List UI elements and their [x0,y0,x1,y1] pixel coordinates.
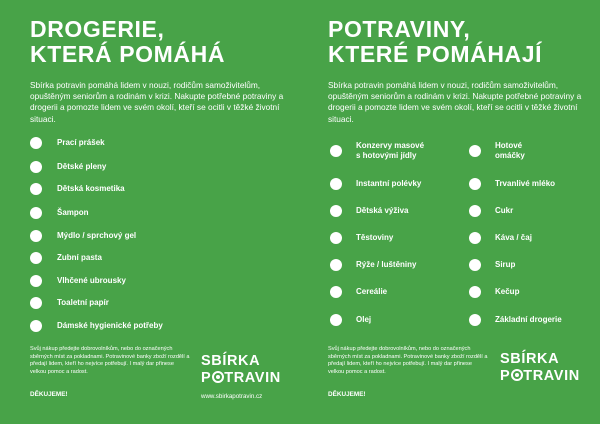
sbirka-potravin-logo [201,354,281,388]
title-line-1: POTRAVINY, [328,16,471,42]
intro-text: Sbírka potravin pomáhá lidem v nouzi, rodičům samoživitelům, opuštěným seniorům a rodinám v krizi. Nakupte potřebné potraviny a drogerii a pomozte lidem ve svém okolí, kteří se ocitli v těžké životní situaci. [328,80,582,124]
logo-letter-p: P [201,370,212,386]
bullet-circle-icon [330,178,342,190]
item-label: Instantní polévky [356,179,422,188]
checklist-item [330,141,424,161]
checklist-item [30,183,125,195]
logo-line-1: SBÍRKA [201,353,261,369]
bullet-circle-icon [330,232,342,244]
checklist-item [30,320,163,332]
website-link[interactable]: www.sbirkapotravin.cz [201,393,263,400]
bullet-circle-icon [469,205,481,217]
bullet-circle-icon [30,320,42,332]
item-label: Mýdlo / sprchový gel [57,231,137,240]
bullet-circle-icon [30,137,42,149]
checklist-item [30,297,109,309]
item-label: Dámské hygienické potřeby [57,321,163,330]
item-label: Dětská kosmetika [57,184,125,193]
checklist-item [469,141,525,161]
logo-letter-p: P [500,368,511,384]
bullet-circle-icon [469,314,481,326]
checklist-item [30,252,102,264]
potraviny-panel [300,0,600,424]
checklist-item [469,178,555,190]
checklist-item [469,232,532,244]
checklist-item [469,205,513,217]
checklist-item [330,232,393,244]
item-label: Těstoviny [356,233,394,242]
item-label: Sirup [495,260,516,269]
item-label: Vlhčené ubrousky [57,276,126,285]
bullet-circle-icon [30,252,42,264]
checklist-item [30,161,106,173]
item-label: Prací prášek [57,138,105,147]
bullet-circle-icon [330,259,342,271]
checklist-item [30,207,89,219]
thanks-text: DĚKUJEME! [30,391,68,398]
item-label: Trvanlivé mléko [495,179,556,188]
logo-letters-travin: TRAVIN [523,368,580,384]
item-label: Zubní pasta [57,253,102,262]
bullet-circle-icon [30,183,42,195]
logo-o-icon [212,371,224,383]
thanks-text: DĚKUJEME! [328,391,366,398]
item-label: Toaletní papír [57,298,109,307]
intro-text: Sbírka potravin pomáhá lidem v nouzi, rodičům samoživitelům, opuštěným seniorům a rodinám v krizi. Nakupte potřebné potraviny a drogerii a pomozte lidem ve svém okolí, kteří se ocitli v těžké životní situaci. [30,80,284,124]
bullet-circle-icon [30,161,42,173]
logo-line-1: SBÍRKA [500,351,560,367]
checklist-item [30,275,126,287]
checklist-item [330,259,416,271]
item-label: Šampon [57,208,89,217]
checklist-item [330,178,421,190]
sbirka-potravin-logo [500,352,580,386]
item-label: Cukr [495,206,514,215]
item-label: Rýže / luštěniny [356,260,417,269]
item-label: Káva / čaj [495,233,532,242]
logo-line-2 [500,369,580,384]
logo-letters-travin: TRAVIN [224,370,281,386]
bullet-circle-icon [330,286,342,298]
title-line-1: DROGERIE, [30,16,165,42]
title-line-2: KTERÉ POMÁHAJÍ [328,41,543,67]
bullet-circle-icon [30,207,42,219]
item-label: Olej [356,315,372,324]
title-line-2: KTERÁ POMÁHÁ [30,41,226,67]
bullet-circle-icon [469,286,481,298]
checklist-item [469,314,562,326]
bullet-circle-icon [30,230,42,242]
checklist-item [330,314,371,326]
bullet-circle-icon [330,145,342,157]
footer-text: Svůj nákup předejte dobrovolníkům, nebo do označených sběrných míst za pokladnami. Potravinové banky zboží rozdělí a předají lidem, kteří ho nejvíce potřebují. I malý dar přinese velkou pomoc a radost. [30,346,190,375]
item-label: Konzervy masové s hotovými jídly [356,141,425,160]
item-label: Dětská výživa [356,206,409,215]
item-label: Cereálie [356,287,388,296]
bullet-circle-icon [469,145,481,157]
bullet-circle-icon [330,314,342,326]
item-label: Kečup [495,287,520,296]
potraviny-title [328,17,542,67]
bullet-circle-icon [469,232,481,244]
item-label: Hotové omáčky [495,141,525,160]
bullet-circle-icon [30,297,42,309]
item-label: Základní drogerie [495,315,562,324]
footer-text: Svůj nákup předejte dobrovolníkům, nebo do označených sběrných míst za pokladnami. Potravinové banky zboží rozdělí a předají lidem, kteří ho nejvíce potřebují. I malý dar přinese velkou pomoc a radost. [328,346,488,375]
bullet-circle-icon [330,205,342,217]
bullet-circle-icon [30,275,42,287]
checklist-item [469,259,515,271]
checklist-item [330,286,387,298]
checklist-item [330,205,408,217]
checklist-item [30,137,105,149]
checklist-item [30,230,136,242]
bullet-circle-icon [469,178,481,190]
logo-o-icon [511,369,523,381]
item-label: Dětské pleny [57,162,107,171]
logo-line-2 [201,371,281,386]
drogerie-title [30,17,225,67]
checklist-item [469,286,519,298]
bullet-circle-icon [469,259,481,271]
